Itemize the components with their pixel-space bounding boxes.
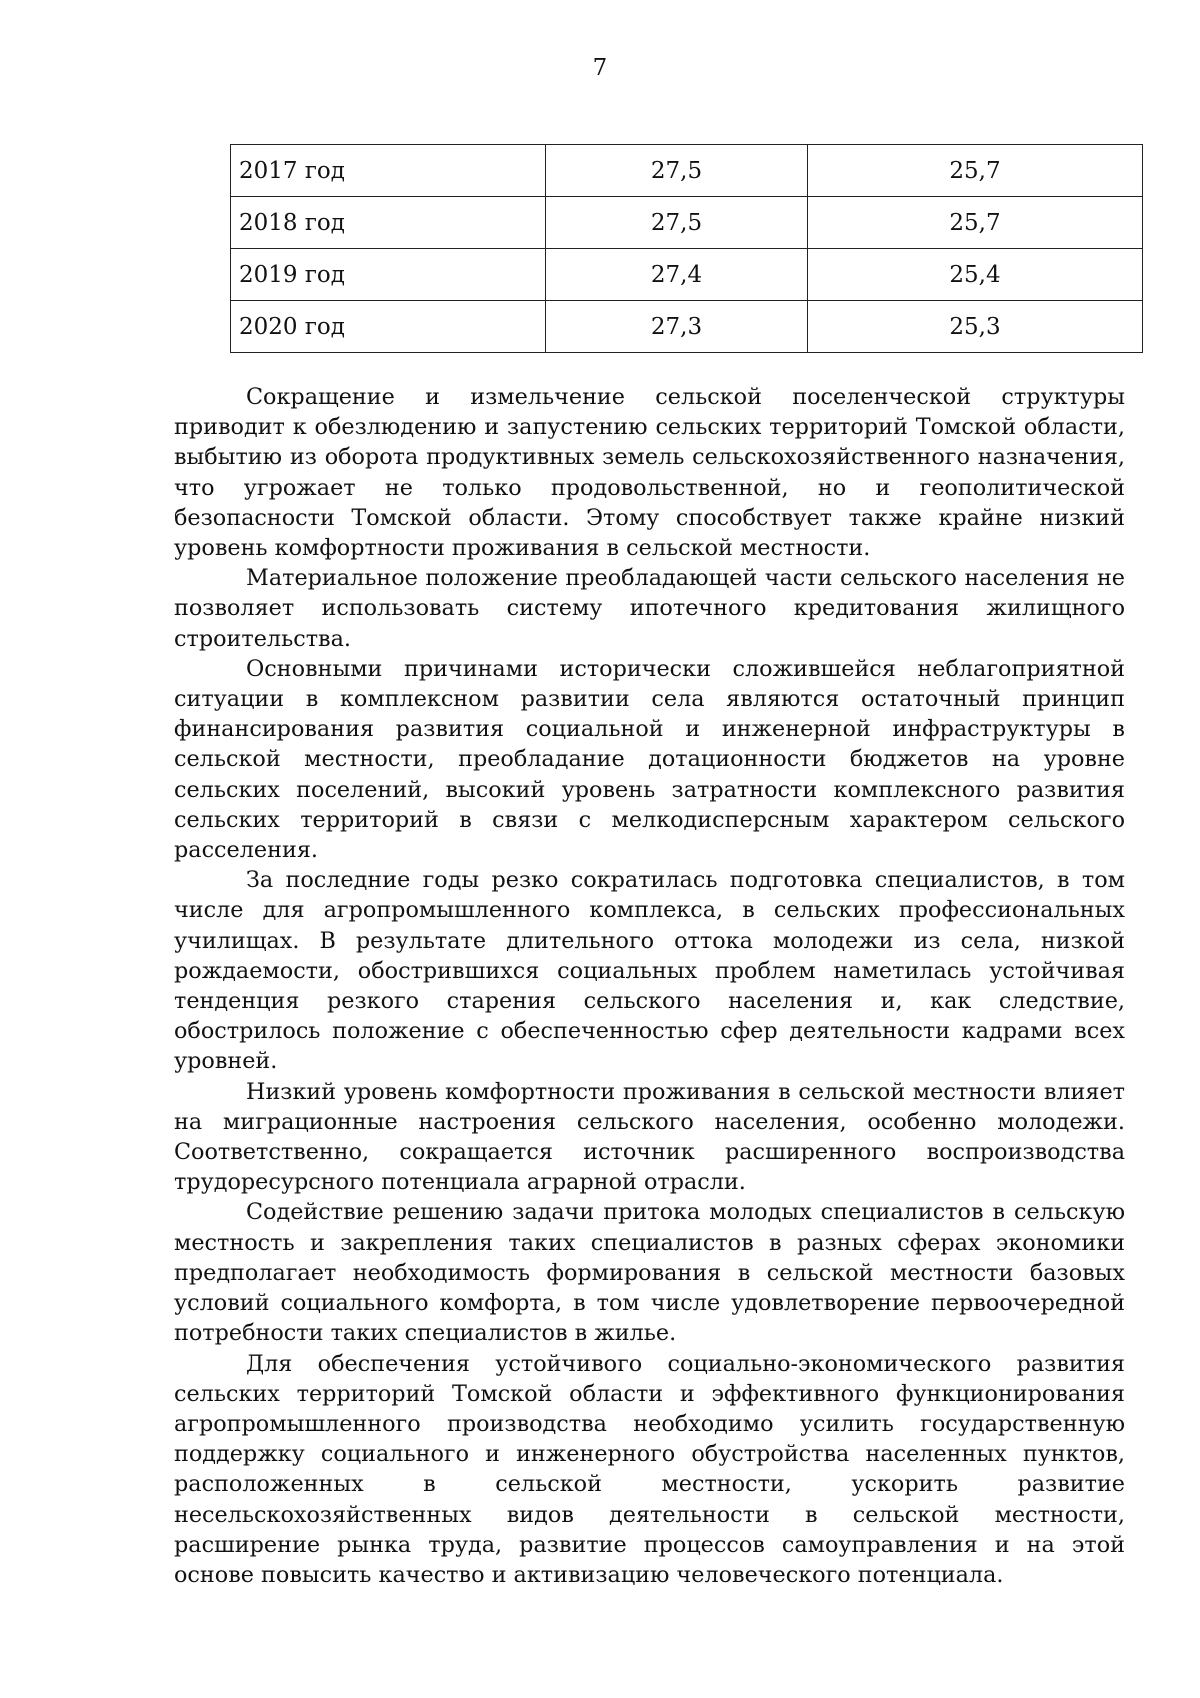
paragraph: Низкий уровень комфортности проживания в сельской местности влияет на миграционные настроения сельского населения, особенно молодежи. Соответственно, сокращается источник расширенного воспроизводства трудоресурсного потенциала аграрной отрасли.	[174, 1078, 1125, 1196]
table-row	[231, 301, 1143, 353]
year-cell: 2018 год	[231, 197, 546, 249]
value-cell: 25,7	[808, 145, 1143, 197]
table-row	[231, 197, 1143, 249]
table-row	[231, 249, 1143, 301]
data-table	[230, 144, 1143, 353]
year-cell: 2017 год	[231, 145, 546, 197]
page-number: 7	[592, 55, 608, 81]
table-row	[231, 145, 1143, 197]
value-cell: 27,5	[546, 197, 808, 249]
year-cell: 2019 год	[231, 249, 546, 301]
value-cell: 25,7	[808, 197, 1143, 249]
paragraph: Для обеспечения устойчивого социально-экономического развития сельских территорий Томской области и эффективного функционирования агропромышленного производства необходимо усилить государственную поддержку социального и инженерного обустройства населенных пунктов, расположенных в сельской местности, ускорить развитие несельскохозяйственных видов деятельности в сельской местности, расширение рынка труда, развитие процессов самоуправления и на этой основе повысить качество и активизацию человеческого потенциала.	[174, 1350, 1125, 1588]
value-cell: 27,3	[546, 301, 808, 353]
value-cell: 27,4	[546, 249, 808, 301]
year-cell: 2020 год	[231, 301, 546, 353]
value-cell: 27,5	[546, 145, 808, 197]
paragraph: Материальное положение преобладающей части сельского населения не позволяет использовать систему ипотечного кредитования жилищного строительства.	[174, 565, 1125, 652]
body-text	[174, 382, 1125, 1590]
value-cell: 25,3	[808, 301, 1143, 353]
paragraph: За последние годы резко сократилась подготовка специалистов, в том числе для агропромышленного комплекса, в сельских профессиональных училищах. В результате длительного оттока молодежи из села, низкой рождаемости, обострившихся социальных проблем наметилась устойчивая тенденция резкого старения сельского населения и, как следствие, обострилось положение с обеспеченностью сфер деятельности кадрами всех уровней.	[174, 867, 1125, 1075]
paragraph: Сокращение и измельчение сельской поселенческой структуры приводит к обезлюдению и запустению сельских территорий Томской области, выбытию из оборота продуктивных земель сельскохозяйственного назначения, что угрожает не только продовольственной, но и геополитической безопасности Томской области. Этому способствует также крайне низкий уровень комфортности проживания в сельской местности.	[174, 384, 1125, 562]
value-cell: 25,4	[808, 249, 1143, 301]
paragraph: Содействие решению задачи притока молодых специалистов в сельскую местность и закрепления таких специалистов в разных сферах экономики предполагает необходимость формирования в сельской местности базовых условий социального комфорта, в том числе удовлетворение первоочередной потребности таких специалистов в жилье.	[174, 1199, 1125, 1347]
paragraph: Основными причинами исторически сложившейся неблагоприятной ситуации в комплексном развитии села являются остаточный принцип финансирования развития социальной и инженерной инфраструктуры в сельской местности, преобладание дотационности бюджетов на уровне сельских поселений, высокий уровень затратности комплексного развития сельских территорий в связи с мелкодисперсным характером сельского расселения.	[174, 655, 1125, 864]
